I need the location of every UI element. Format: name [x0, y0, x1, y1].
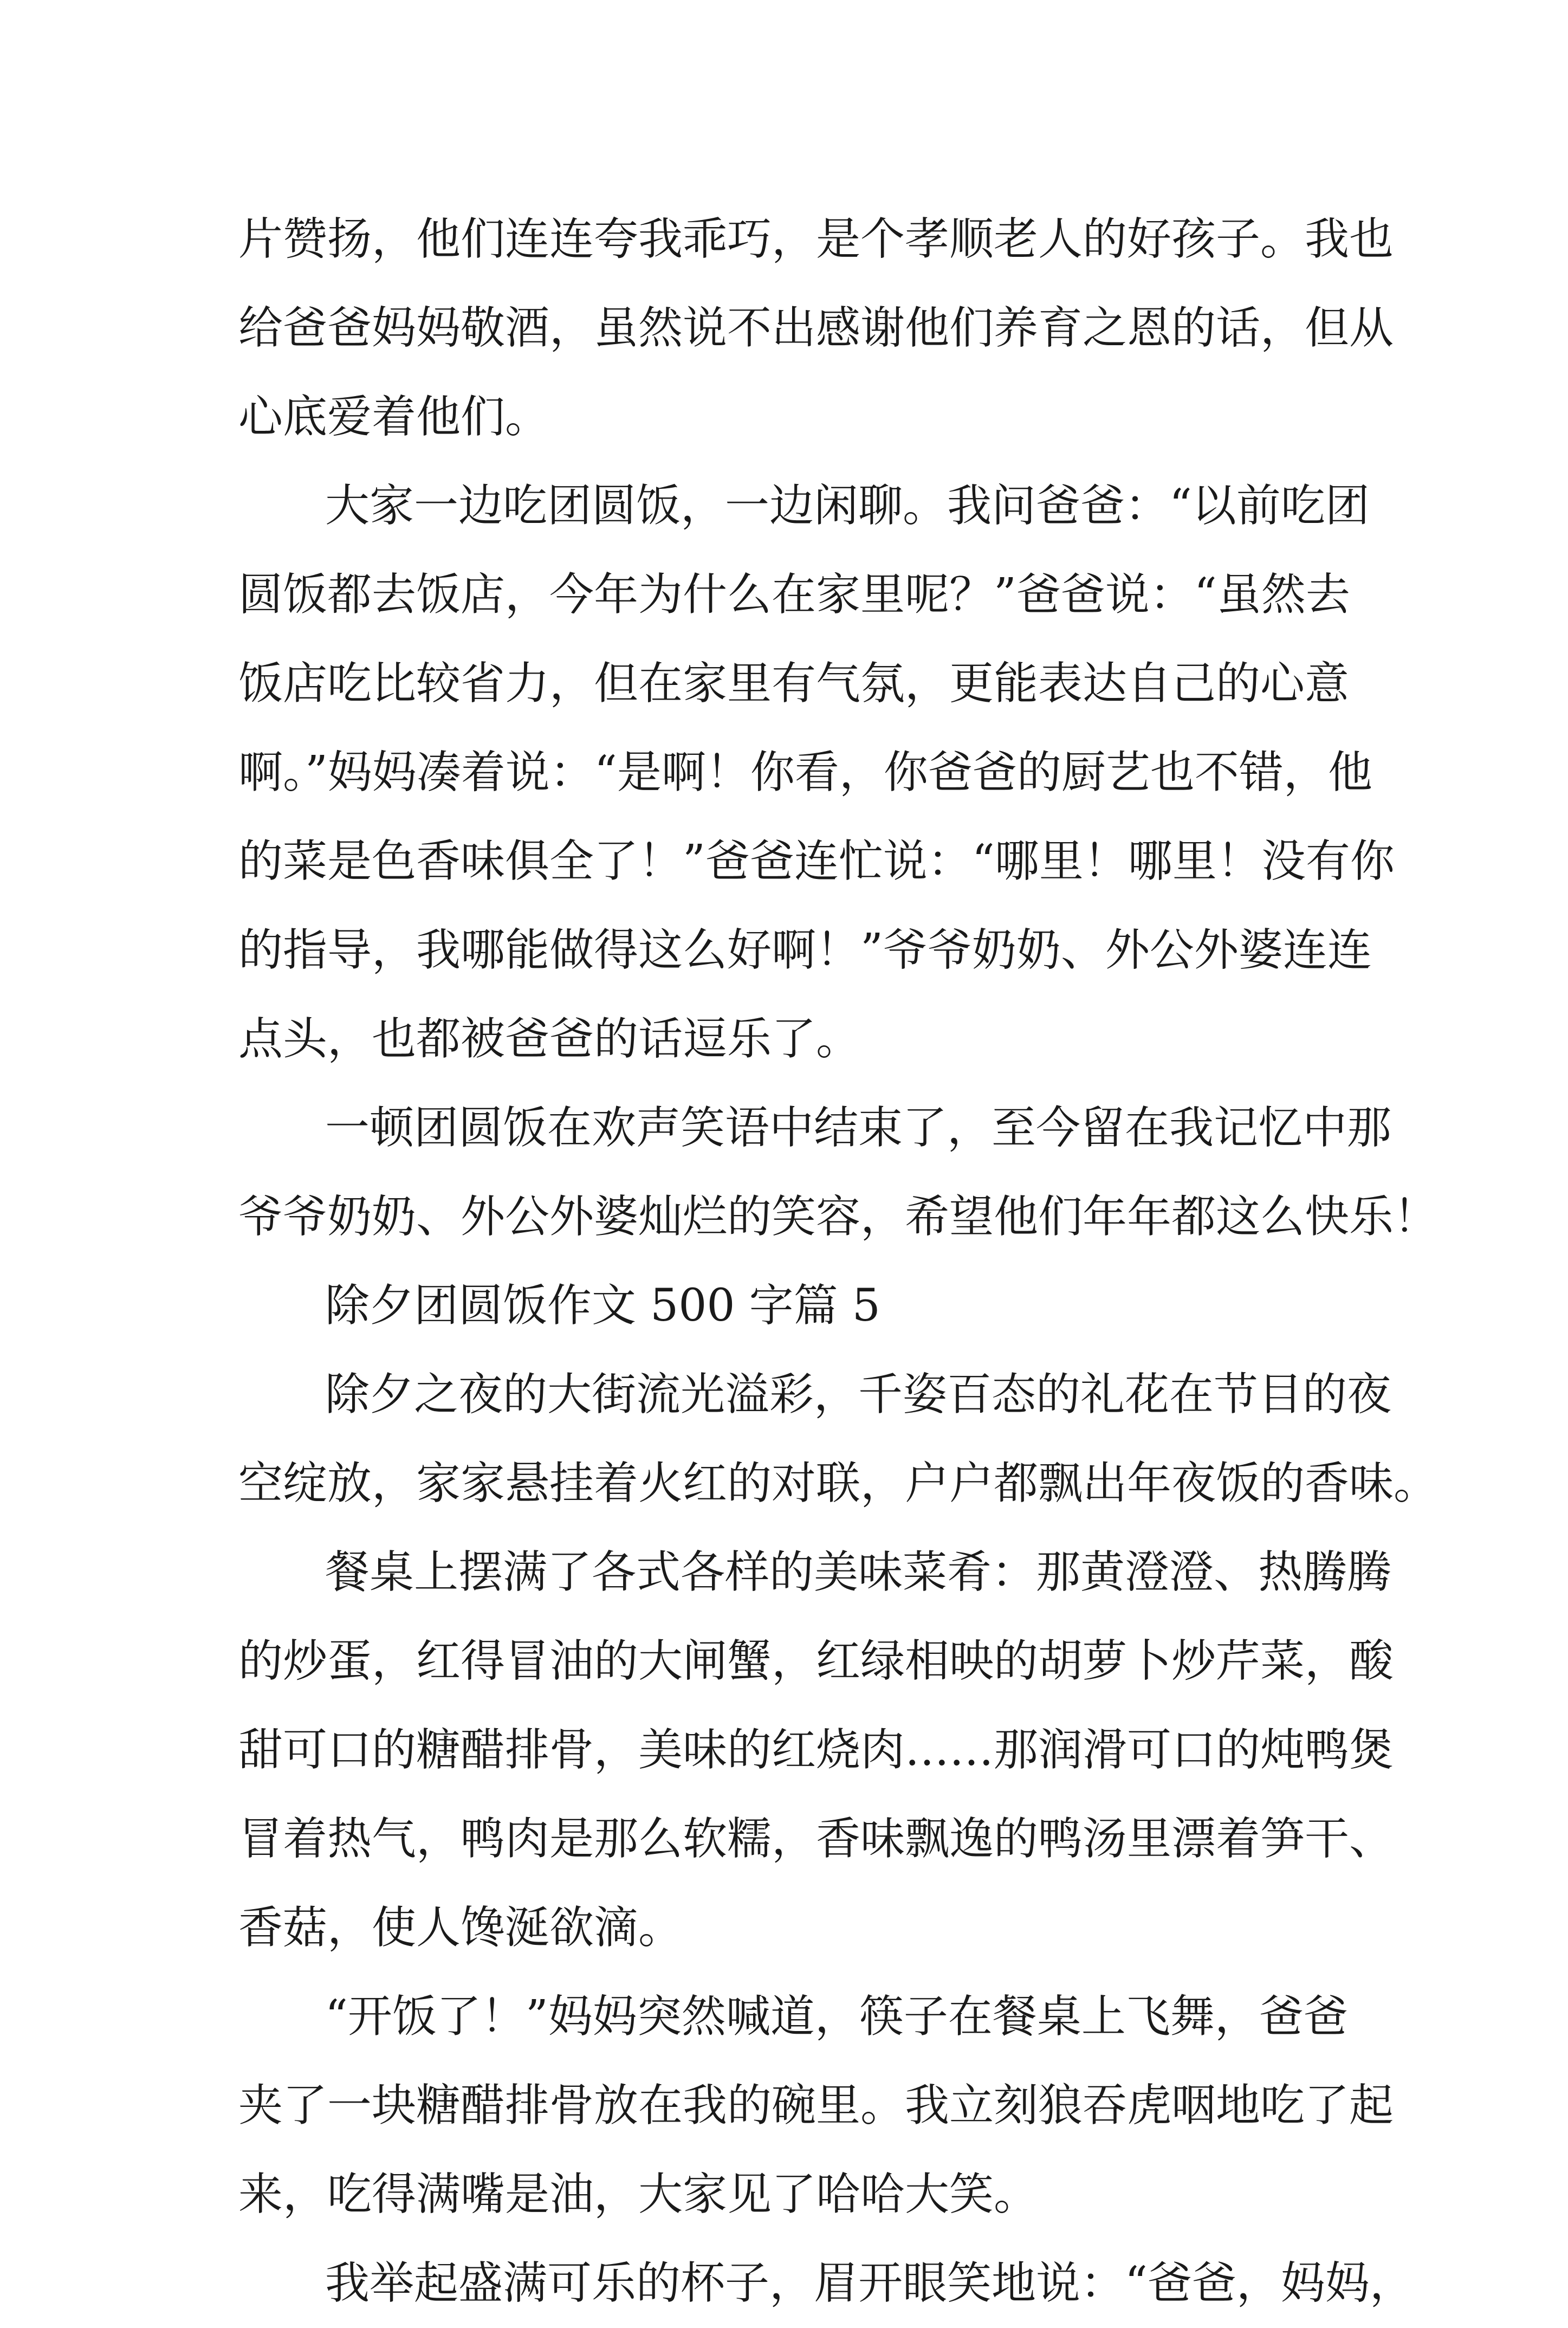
text-line: 啊。”妈妈凑着说：“是啊！你看，你爸爸的厨艺也不错，他 [238, 747, 1372, 798]
paragraph-start-line: 除夕之夜的大街流光溢彩，千姿百态的礼花在节目的夜 [325, 1369, 1392, 1420]
text-line: 来，吃得满嘴是油，大家见了哈哈大笑。 [238, 2169, 1039, 2220]
paragraph-start-line: 我举起盛满可乐的杯子，眉开眼笑地说：“爸爸，妈妈， [325, 2258, 1414, 2309]
text-line: 的炒蛋，红得冒油的大闸蟹，红绿相映的胡萝卜炒芹菜，酸 [238, 1635, 1394, 1687]
text-line: 的菜是色香味俱全了！”爸爸连忙说：“哪里！哪里！没有你 [238, 836, 1395, 887]
section-heading: 除夕团圆饭作文 500 字篇 5 [325, 1280, 880, 1331]
text-line: 给爸爸妈妈敬酒，虽然说不出感谢他们养育之恩的话，但从 [238, 302, 1394, 354]
text-line: 香菇，使人馋涎欲滴。 [238, 1902, 683, 1954]
paragraph-start-line: “开饭了！”妈妈突然喊道，筷子在餐桌上飞舞，爸爸 [325, 1991, 1348, 2042]
text-line: 点头，也都被爸爸的话逗乐了。 [238, 1013, 861, 1065]
text-line: 的指导，我哪能做得这么好啊！”爷爷奶奶、外公外婆连连 [238, 924, 1372, 976]
paragraph-start-line: 一顿团圆饭在欢声笑语中结束了，至今留在我记忆中那 [325, 1102, 1392, 1154]
essay-text [238, 195, 1439, 2328]
text-line: 饭店吃比较省力，但在家里有气氛，更能表达自己的心意 [238, 658, 1350, 709]
text-line: 圆饭都去饭店，今年为什么在家里呢？”爸爸说：“虽然去 [238, 569, 1350, 620]
text-line: 冒着热气，鸭肉是那么软糯，香味飘逸的鸭汤里漂着笋干、 [238, 1813, 1394, 1865]
text-line: 心底爱着他们。 [238, 391, 550, 443]
paragraph-start-line: 餐桌上摆满了各式各样的美味菜肴：那黄澄澄、热腾腾 [325, 1547, 1392, 1598]
text-line: 甜可口的糖醋排骨，美味的红烧肉……那润滑可口的炖鸭煲 [238, 1724, 1394, 1776]
paragraph-start-line: 大家一边吃团圆饭，一边闲聊。我问爸爸：“以前吃团 [325, 480, 1370, 532]
text-line: 片赞扬，他们连连夸我乖巧，是个孝顺老人的好孩子。我也 [238, 214, 1394, 265]
text-line: 夹了一块糖醋排骨放在我的碗里。我立刻狼吞虎咽地吃了起 [238, 2080, 1394, 2131]
text-line: 空绽放，家家悬挂着火红的对联，户户都飘出年夜饭的香味。 [238, 1458, 1439, 1509]
text-line: 爷爷奶奶、外公外婆灿烂的笑容，希望他们年年都这么快乐！ [238, 1191, 1439, 1243]
